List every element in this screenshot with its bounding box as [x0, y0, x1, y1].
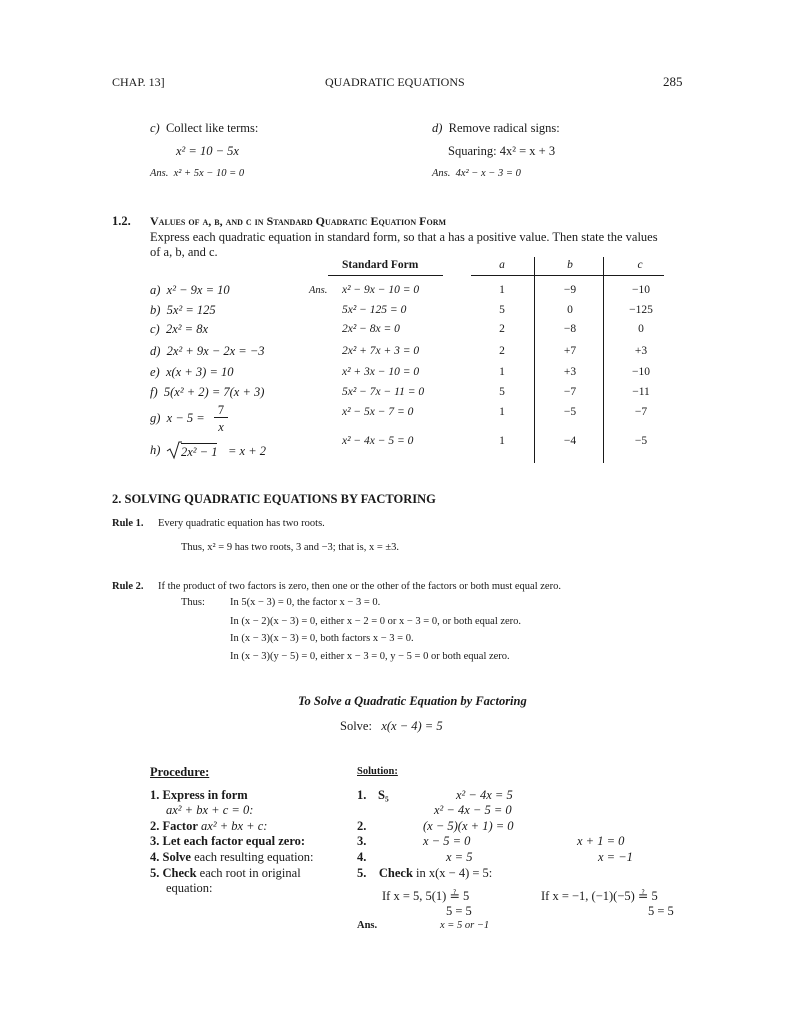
rule-2-label: Rule 2. [112, 581, 144, 592]
row-equation: 5x² = 125 [166, 303, 216, 317]
abc-header-rule [471, 275, 664, 276]
section-title: Values of a, b, and c in Standard Quadratic Equation Form [150, 214, 447, 228]
table-row [150, 303, 216, 318]
rule-1-example: Thus, x² = 9 has two roots, 3 and −3; that is, x = ±3. [181, 542, 399, 553]
procedure-heading: Procedure: [150, 765, 210, 779]
table-ans-label: Ans. [309, 285, 328, 296]
row-b: +7 [563, 345, 577, 357]
procedure-step-line2: ax² + bx + c = 0: [166, 803, 254, 817]
solve-label: Solve: [340, 719, 372, 733]
row-a: 2 [499, 323, 505, 335]
col-header-c: c [637, 259, 643, 271]
step-number: 4. [150, 850, 160, 864]
row-c: −10 [632, 366, 650, 378]
row-equation: 5(x² + 2) = 7(x + 3) [163, 385, 265, 399]
row-a: 2 [499, 345, 505, 357]
row-standard: x² − 9x − 10 = 0 [342, 284, 420, 296]
fraction-denominator: x [218, 420, 224, 434]
ans-label: Ans. [150, 168, 169, 179]
solve-line [340, 719, 443, 734]
square-root-icon [166, 440, 182, 460]
solution-equation: (x − 5)(x + 1) = 0 [423, 819, 514, 833]
page-title: QUADRATIC EQUATIONS [325, 75, 465, 89]
row-equation: x² − 9x = 10 [166, 283, 230, 297]
section-instructions-2: of a, b, and c. [150, 245, 218, 259]
row-standard: 5x² − 7x − 11 = 0 [342, 386, 425, 398]
row-label: b) [150, 303, 161, 317]
row-equation: 2x² + 9x − 2x = −3 [166, 344, 265, 358]
section-number: 1.2. [112, 214, 131, 228]
row-b: −5 [563, 406, 577, 418]
procedure-step [150, 788, 248, 803]
row-label: f) [150, 385, 158, 399]
row-b: 0 [567, 304, 573, 316]
table-row [150, 411, 205, 426]
solution-step-number: 3. [357, 834, 367, 848]
col-header-b: b [567, 259, 573, 271]
solution-equation-right: x + 1 = 0 [577, 834, 625, 848]
rule-1-label: Rule 1. [112, 518, 144, 529]
solution-heading: Solution: [357, 766, 398, 777]
row-b: +3 [563, 366, 577, 378]
example-c-equation: x² = 10 − 5x [176, 144, 239, 158]
row-c: 0 [638, 323, 644, 335]
row-label: a) [150, 283, 161, 297]
row-c: −7 [634, 406, 648, 418]
example-d-heading [432, 121, 560, 136]
check-left-2: 5 = 5 [446, 904, 472, 918]
row-b: −9 [563, 284, 577, 296]
rule-2-example: In (x − 3)(y − 5) = 0, either x − 3 = 0, y − 5 = 0 or both equal zero. [230, 651, 510, 662]
row-standard: x² − 5x − 7 = 0 [342, 406, 414, 418]
step-keyword: Solve [162, 850, 191, 864]
check-right-1: If x = −1, (−1)(−5) ≟ 5 [541, 889, 658, 903]
table-row [150, 385, 264, 400]
solution-step-number: 2. [357, 819, 367, 833]
step-keyword: Let each factor equal zero: [162, 834, 306, 848]
final-ans-label: Ans. [357, 920, 378, 931]
procedure-step [150, 866, 301, 881]
row-standard: x² − 4x − 5 = 0 [342, 435, 414, 447]
table-divider-ab [534, 257, 535, 463]
row-b: −8 [563, 323, 577, 335]
check-left-1: If x = 5, 5(1) ≟ 5 [382, 889, 470, 903]
row-c: −5 [634, 435, 648, 447]
final-answer: x = 5 or −1 [440, 920, 490, 931]
row-equation-rhs: = x + 2 [228, 444, 267, 458]
col-header-a: a [499, 259, 505, 271]
table-row [150, 322, 208, 337]
row-a: 5 [499, 386, 505, 398]
example-d-label: d) [432, 121, 443, 135]
solution-step-number: 4. [357, 850, 367, 864]
rule-2-example: In (x − 2)(x − 3) = 0, either x − 2 = 0 or x − 3 = 0, or both equal zero. [230, 616, 522, 627]
row-c: −125 [629, 304, 653, 316]
row-label: h) [150, 443, 161, 457]
step-number: 3. [150, 834, 160, 848]
factoring-title: To Solve a Quadratic Equation by Factoring [298, 694, 527, 708]
solution-equation-right: x = −1 [598, 850, 633, 864]
solution-check-line [357, 866, 492, 881]
row-equation: 2x² = 8x [165, 322, 208, 336]
row-a: 1 [499, 406, 505, 418]
solve-equation: x(x − 4) = 5 [381, 719, 443, 733]
table-row [150, 344, 265, 359]
solution-step-label: S₅ [378, 788, 389, 802]
row-label: d) [150, 344, 161, 358]
rule-1-text: Every quadratic equation has two roots. [158, 518, 325, 529]
example-d-answer [432, 168, 521, 179]
page-number: 285 [663, 74, 683, 89]
row-label: c) [150, 322, 160, 336]
row-standard: 2x² + 7x + 3 = 0 [342, 345, 420, 357]
step-number: 1. [150, 788, 160, 802]
answer-text: x² + 5x − 10 = 0 [173, 168, 245, 179]
step-text: ax² + bx + c: [197, 819, 268, 833]
example-d-equation: Squaring: 4x² = x + 3 [448, 144, 556, 158]
radicand: 2x² − 1 [181, 445, 218, 459]
procedure-step [150, 819, 267, 834]
example-c-label: c) [150, 121, 160, 135]
step-text: each resulting equation: [190, 850, 314, 864]
fraction-numerator: 7 [214, 403, 228, 418]
row-c: −11 [632, 386, 650, 398]
row-c: +3 [634, 345, 648, 357]
step-number: 2. [150, 819, 160, 833]
row-standard: 5x² − 125 = 0 [342, 304, 407, 316]
solution-equation-left: x − 5 = 0 [423, 834, 471, 848]
section-instructions-1: Express each quadratic equation in standard form, so that a has a positive value. Then state the values [150, 230, 658, 244]
step-text: each root in original [196, 866, 301, 880]
row-a: 5 [499, 304, 505, 316]
col-header-standard: Standard Form [342, 259, 419, 271]
solution-equation: x² − 4x − 5 = 0 [434, 803, 512, 817]
check-text: in x(x − 4) = 5: [412, 866, 493, 880]
check-right-2: 5 = 5 [648, 904, 674, 918]
ans-label: Ans. [432, 168, 451, 179]
example-c-heading [150, 121, 258, 136]
answer-text: 4x² − x − 3 = 0 [455, 168, 521, 179]
procedure-step-line2: equation: [166, 881, 213, 895]
check-keyword: Check [378, 866, 413, 880]
row-standard: x² + 3x − 10 = 0 [342, 366, 420, 378]
procedure-step [150, 850, 314, 865]
solution-equation: x² − 4x = 5 [456, 788, 513, 802]
rule-2-thus: Thus: [181, 597, 205, 608]
standard-header-rule [328, 275, 443, 276]
row-standard: 2x² − 8x = 0 [342, 323, 400, 335]
solution-equation-left: x = 5 [446, 850, 473, 864]
step-number: 5. [150, 866, 160, 880]
row-a: 1 [499, 366, 505, 378]
chapter-label: CHAP. 13] [112, 75, 165, 89]
procedure-step [150, 834, 305, 849]
row-b: −4 [563, 435, 577, 447]
row-a: 1 [499, 284, 505, 296]
row-equation: x(x + 3) = 10 [165, 365, 234, 379]
example-d-text: Remove radical signs: [448, 121, 560, 135]
example-c-answer [150, 168, 244, 179]
row-a: 1 [499, 435, 505, 447]
step-keyword: Factor [162, 819, 198, 833]
row-b: −7 [563, 386, 577, 398]
rule-2-text: If the product of two factors is zero, then one or the other of the factors or both must equal zero. [158, 581, 561, 592]
example-c-text: Collect like terms: [165, 121, 259, 135]
rule-2-example: In 5(x − 3) = 0, the factor x − 3 = 0. [230, 597, 381, 608]
rule-2-example: In (x − 3)(x − 3) = 0, both factors x − 3 = 0. [230, 633, 414, 644]
table-row [150, 283, 230, 298]
step-keyword: Check [162, 866, 197, 880]
row-label: g) [150, 411, 161, 425]
row-c: −10 [632, 284, 650, 296]
row-equation-lhs: x − 5 = [166, 411, 205, 425]
solution-step-number: 5. [357, 866, 367, 880]
section-2-heading: 2. SOLVING QUADRATIC EQUATIONS BY FACTORING [112, 492, 436, 506]
step-keyword: Express in form [162, 788, 248, 802]
row-label: e) [150, 365, 160, 379]
solution-step-number: 1. [357, 788, 367, 802]
table-row [150, 365, 234, 380]
table-divider-bc [603, 257, 604, 463]
